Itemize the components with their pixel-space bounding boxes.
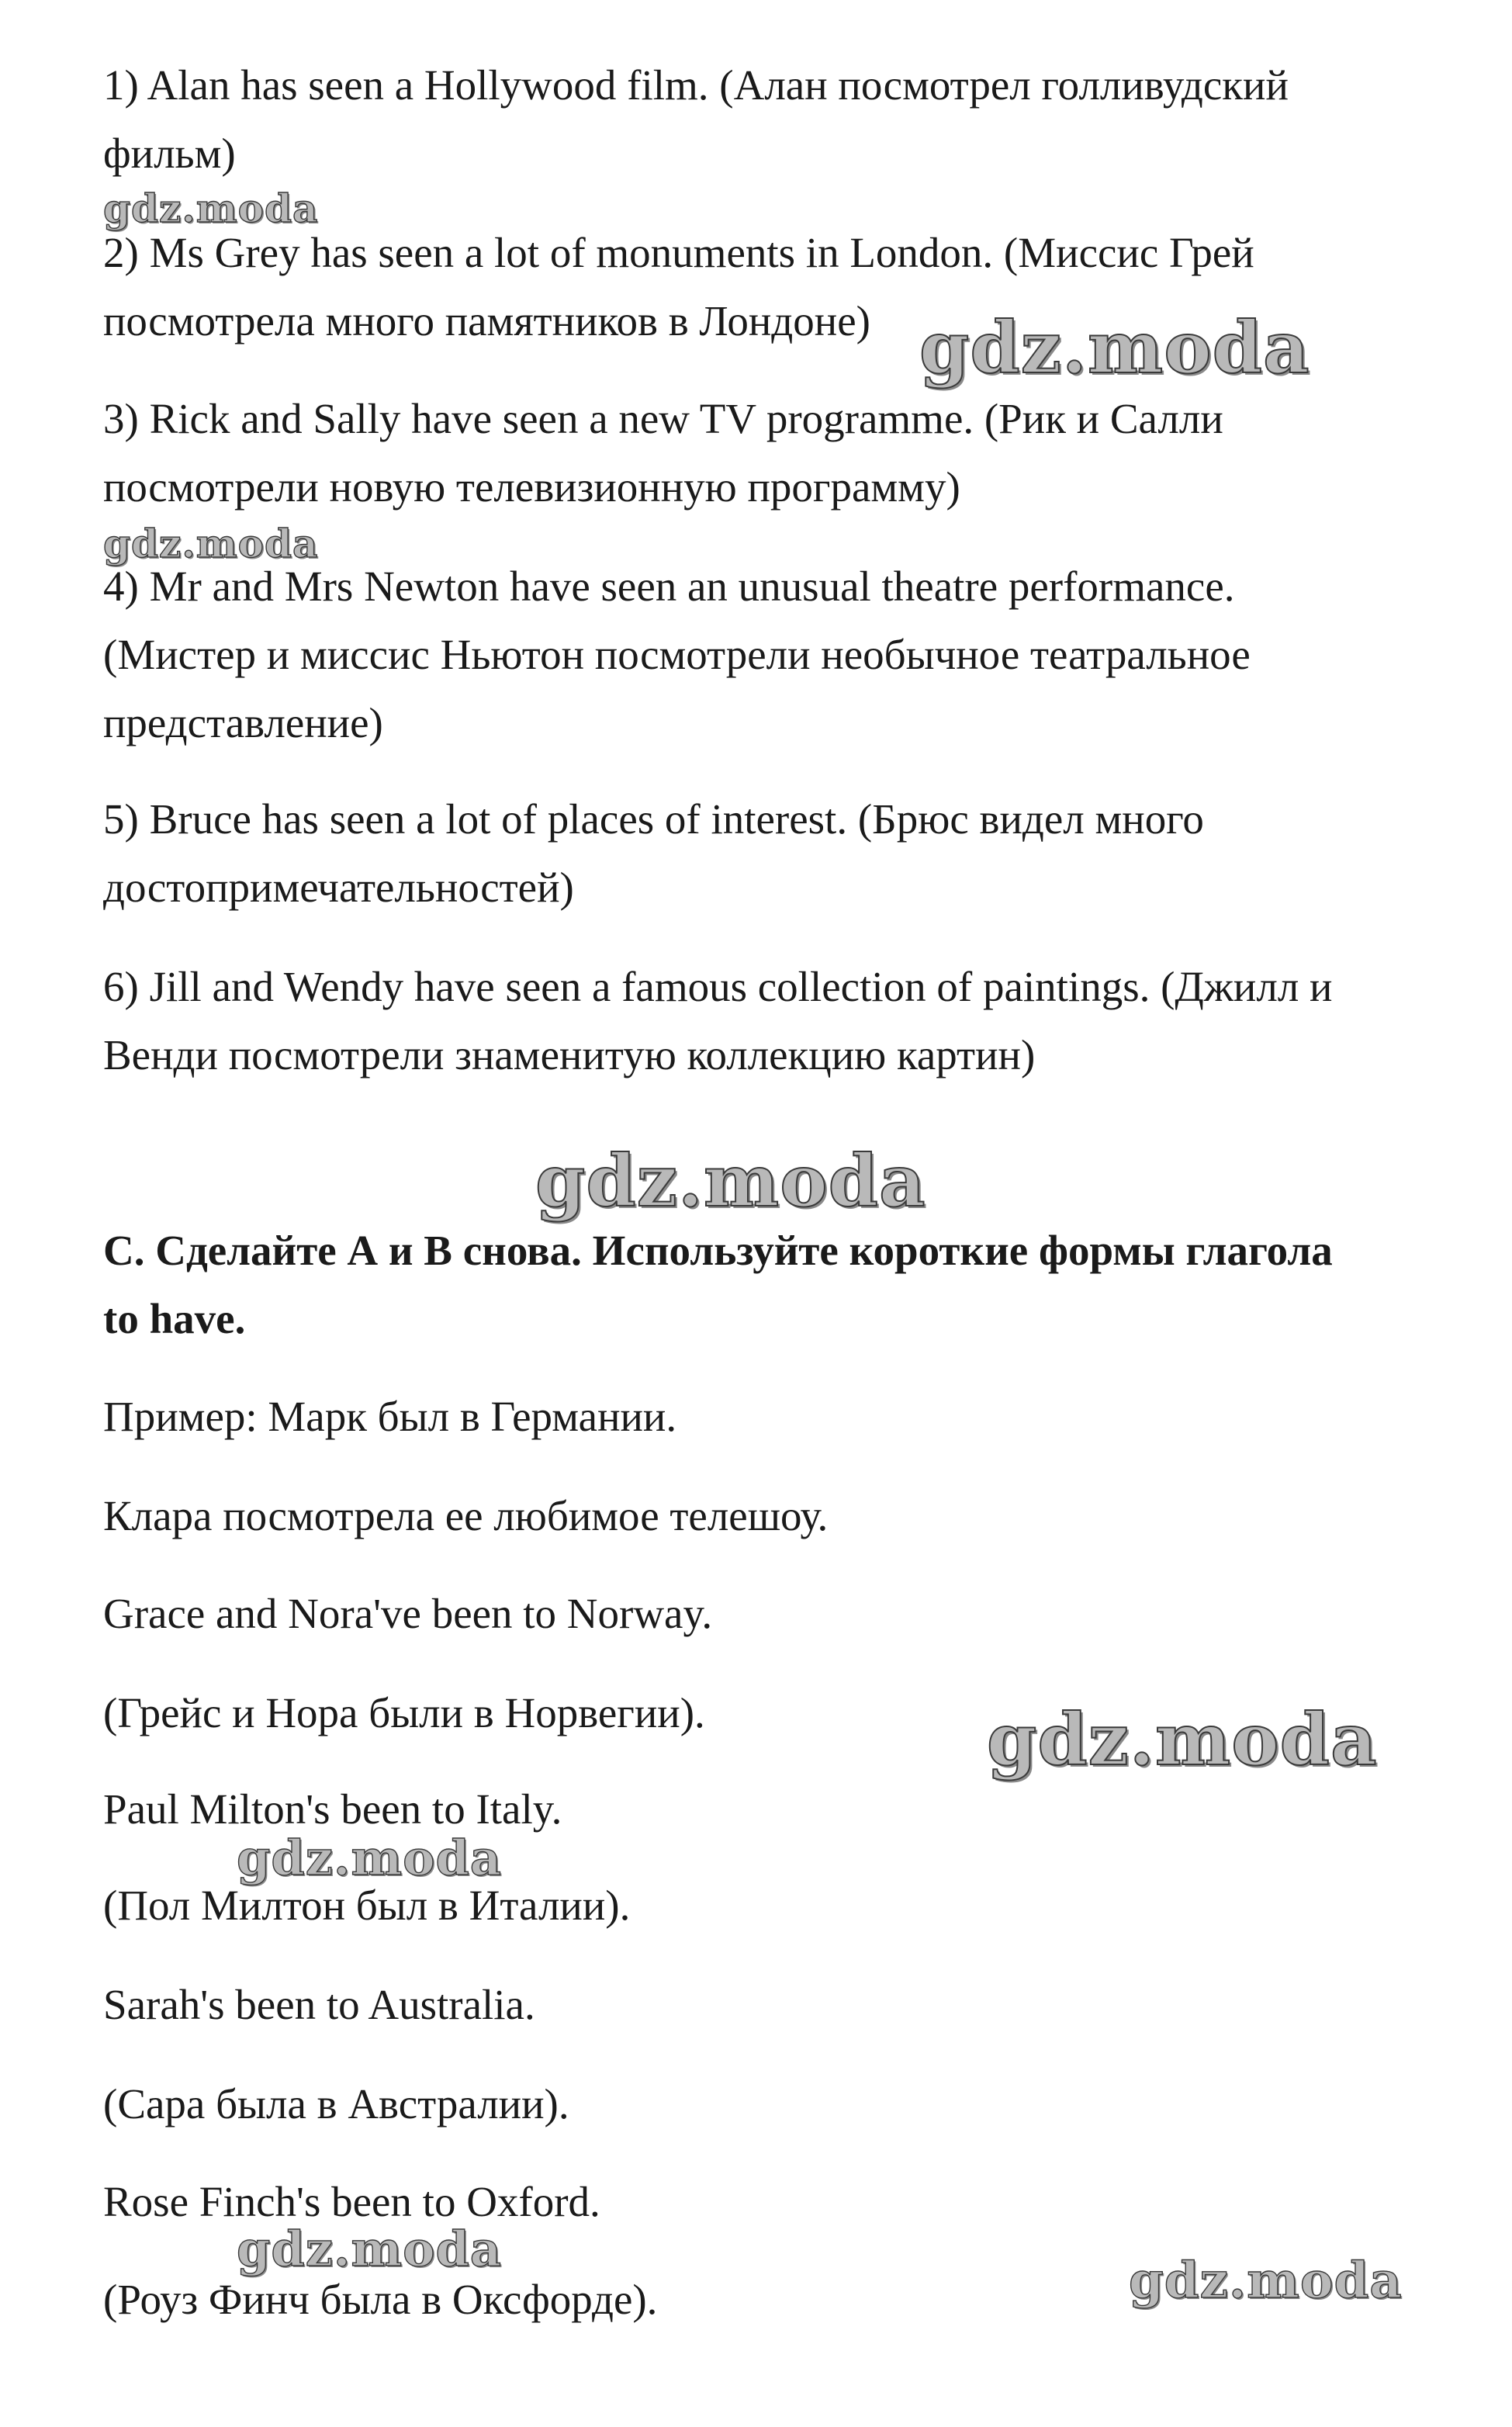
item-4-line-2: (Мистер и миссис Ньютон посмотрели необычное театральное [103, 631, 1251, 678]
item-1-line-1: 1) Alan has seen a Hollywood film. (Алан посмотрел голливудский [103, 61, 1289, 109]
item-2-line-1: 2) Ms Grey has seen a lot of monuments in London. (Миссис Грей [103, 229, 1254, 276]
item-5-line-1: 5) Bruce has seen a lot of places of interest. (Брюс видел много [103, 795, 1204, 843]
item-3-line-2: посмотрели новую телевизионную программу) [103, 463, 960, 511]
item-1-line-2: фильм) [103, 130, 236, 177]
answer-3-ru: (Сара была в Австралии). [103, 2080, 569, 2128]
watermark: gdz.moda [237, 2221, 502, 2277]
watermark: gdz.moda [1129, 2252, 1403, 2310]
watermark: gdz.moda [535, 1139, 926, 1223]
task-c-heading-line-1: С. Сделайте А и В снова. Используйте короткие формы глагола [103, 1227, 1333, 1274]
watermark: gdz.moda [103, 185, 319, 231]
watermark: gdz.moda [237, 1830, 502, 1886]
watermark: gdz.moda [987, 1698, 1378, 1781]
answer-2-en: Paul Milton's been to Italy. [103, 1785, 562, 1833]
item-4-line-1: 4) Mr and Mrs Newton have seen an unusual theatre performance. [103, 563, 1235, 610]
answer-1-en: Grace and Nora've been to Norway. [103, 1590, 713, 1637]
item-3-line-1: 3) Rick and Sally have seen a new TV programme. (Рик и Салли [103, 395, 1223, 442]
watermark: gdz.moda [103, 521, 319, 566]
answer-3-en: Sarah's been to Australia. [103, 1981, 535, 2028]
item-4-line-3: представление) [103, 699, 383, 746]
task-c-heading-line-2: to have. [103, 1295, 246, 1342]
example-line-1: Пример: Марк был в Германии. [103, 1393, 677, 1440]
answer-4-en: Rose Finch's been to Oxford. [103, 2178, 600, 2225]
answer-2-ru: (Пол Милтон был в Италии). [103, 1882, 631, 1929]
item-6-line-1: 6) Jill and Wendy have seen a famous collection of paintings. (Джилл и [103, 963, 1333, 1010]
answer-4-ru: (Роуз Финч была в Оксфорде). [103, 2276, 658, 2323]
watermark: gdz.moda [919, 306, 1310, 389]
example-line-2: Клара посмотрела ее любимое телешоу. [103, 1492, 829, 1539]
item-5-line-2: достопримечательностей) [103, 864, 574, 911]
item-6-line-2: Венди посмотрели знаменитую коллекцию картин) [103, 1031, 1036, 1078]
answer-1-ru: (Грейс и Нора были в Норвегии). [103, 1689, 705, 1736]
item-2-line-2: посмотрела много памятников в Лондоне) [103, 297, 870, 344]
